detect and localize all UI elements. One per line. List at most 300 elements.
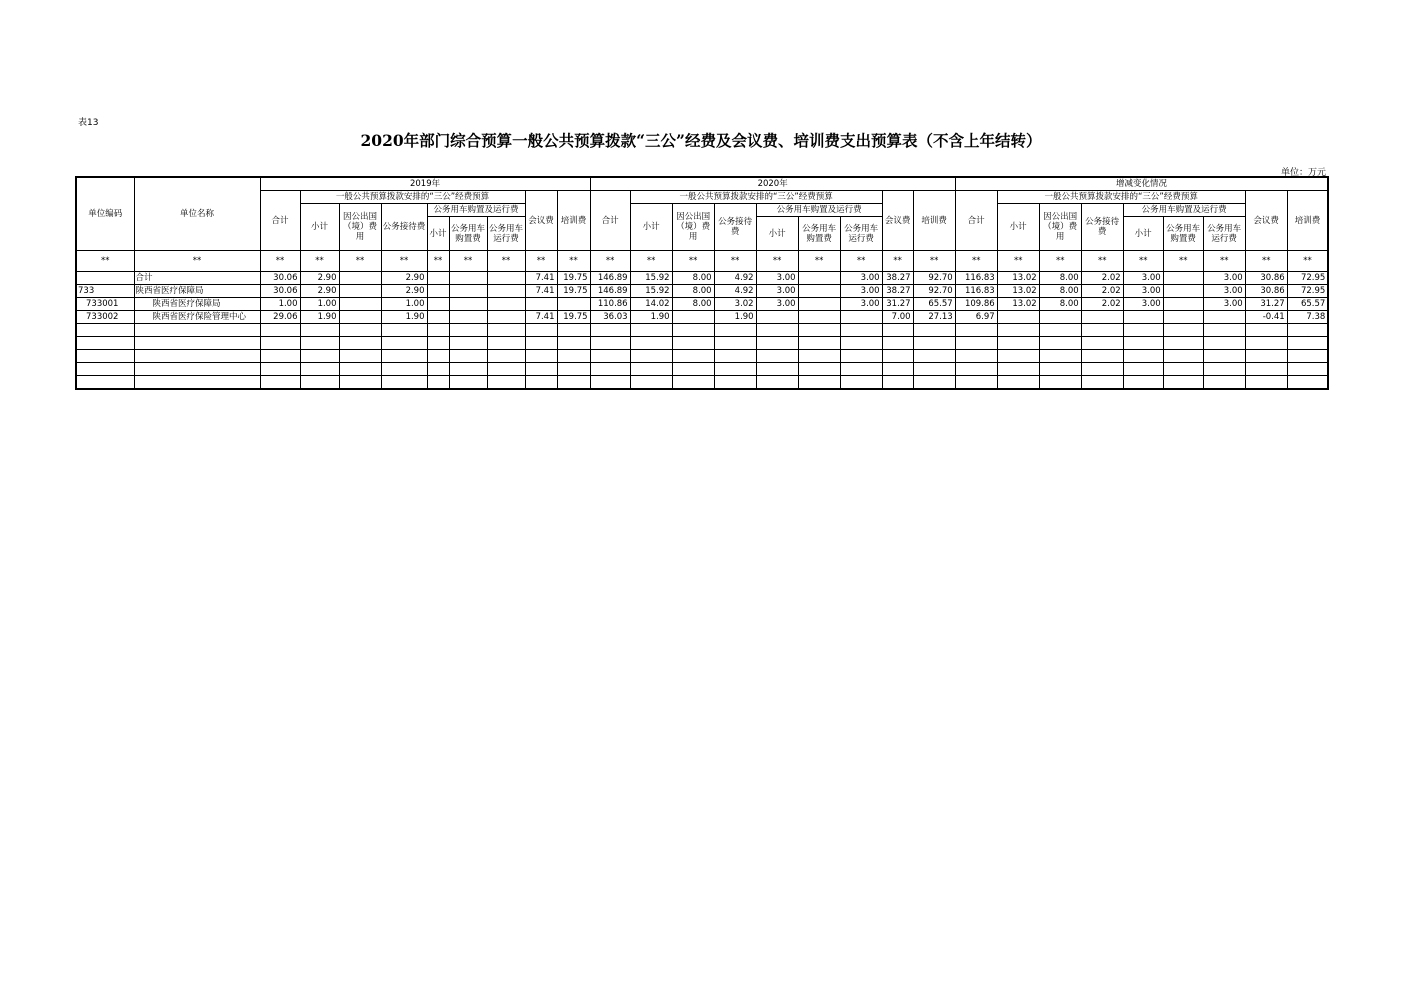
value-cell: 1.90 — [714, 311, 756, 324]
value-cell — [1163, 298, 1203, 311]
header-change: 增减变化情况 — [955, 177, 1328, 191]
empty-cell — [997, 363, 1039, 376]
empty-cell — [381, 337, 427, 350]
marker-cell: ** — [260, 251, 300, 272]
value-cell: 8.00 — [672, 272, 714, 285]
value-cell: 7.00 — [882, 311, 913, 324]
header-vehicle-subtotal: 小计 — [1123, 217, 1163, 251]
value-cell: 14.02 — [630, 298, 672, 311]
value-cell: 30.06 — [260, 285, 300, 298]
empty-cell — [427, 337, 449, 350]
header-unit-code: 单位编码 — [76, 177, 134, 251]
empty-cell — [630, 324, 672, 337]
empty-cell — [840, 324, 882, 337]
value-cell — [487, 272, 525, 285]
marker-cell: ** — [997, 251, 1039, 272]
empty-cell — [913, 376, 955, 390]
empty-cell — [1123, 350, 1163, 363]
value-cell: 27.13 — [913, 311, 955, 324]
marker-cell: ** — [590, 251, 630, 272]
empty-cell — [798, 350, 840, 363]
value-cell: 1.90 — [300, 311, 339, 324]
value-cell — [1163, 272, 1203, 285]
header-vehicle: 公务用车购置及运行费 — [1123, 204, 1245, 217]
empty-cell — [1245, 337, 1287, 350]
header-training: 培训费 — [1287, 191, 1328, 251]
value-cell — [1123, 311, 1163, 324]
value-cell: 110.86 — [590, 298, 630, 311]
empty-cell — [1245, 350, 1287, 363]
empty-cell — [557, 337, 590, 350]
value-cell: 7.38 — [1287, 311, 1328, 324]
empty-cell — [630, 376, 672, 390]
empty-cell — [630, 363, 672, 376]
table-row — [76, 285, 1328, 298]
value-cell: 109.86 — [955, 298, 997, 311]
header-abroad: 因公出国（境）费用 — [339, 204, 381, 251]
marker-cell: ** — [1245, 251, 1287, 272]
value-cell — [449, 272, 487, 285]
empty-cell — [997, 376, 1039, 390]
empty-cell — [134, 350, 260, 363]
empty-cell — [714, 337, 756, 350]
empty-cell — [1039, 350, 1081, 363]
empty-cell — [913, 350, 955, 363]
value-cell: 2.90 — [381, 272, 427, 285]
empty-cell — [525, 350, 557, 363]
empty-cell — [76, 337, 134, 350]
empty-cell — [756, 337, 798, 350]
header-subtotal: 小计 — [997, 204, 1039, 251]
empty-cell — [1287, 350, 1328, 363]
value-cell: 3.00 — [1203, 272, 1245, 285]
empty-cell — [913, 337, 955, 350]
value-cell: 65.57 — [1287, 298, 1328, 311]
unit-code-cell: 733002 — [76, 311, 134, 324]
empty-cell — [1081, 324, 1123, 337]
empty-cell — [798, 363, 840, 376]
empty-cell — [557, 350, 590, 363]
value-cell: 3.00 — [1123, 285, 1163, 298]
value-cell: 30.86 — [1245, 272, 1287, 285]
marker-cell: ** — [427, 251, 449, 272]
value-cell — [449, 285, 487, 298]
empty-cell — [300, 363, 339, 376]
unit-name-cell: 陕西省医疗保障局 — [134, 298, 260, 311]
marker-cell: ** — [134, 251, 260, 272]
empty-cell — [756, 324, 798, 337]
header-vehicle-purchase: 公务用车购置费 — [1163, 217, 1203, 251]
header-vehicle-run: 公务用车运行费 — [840, 217, 882, 251]
header-total: 合计 — [260, 191, 300, 251]
empty-cell — [882, 324, 913, 337]
marker-cell: ** — [1203, 251, 1245, 272]
header-vehicle-subtotal: 小计 — [427, 217, 449, 251]
value-cell: 72.95 — [1287, 285, 1328, 298]
empty-cell — [134, 363, 260, 376]
empty-cell — [882, 376, 913, 390]
empty-cell — [76, 324, 134, 337]
empty-cell — [449, 324, 487, 337]
value-cell: 38.27 — [882, 272, 913, 285]
empty-cell — [1039, 337, 1081, 350]
empty-cell — [427, 350, 449, 363]
value-cell — [840, 311, 882, 324]
value-cell: 3.00 — [1203, 285, 1245, 298]
empty-cell — [1163, 350, 1203, 363]
empty-cell — [1163, 337, 1203, 350]
header-2020: 2020年 — [590, 177, 955, 191]
value-cell: 13.02 — [997, 285, 1039, 298]
empty-cell — [672, 363, 714, 376]
empty-cell — [1081, 376, 1123, 390]
empty-row — [76, 350, 1328, 363]
header-unit-name: 单位名称 — [134, 177, 260, 251]
unit-code-cell — [76, 272, 134, 285]
empty-cell — [1287, 324, 1328, 337]
empty-cell — [798, 376, 840, 390]
value-cell — [487, 298, 525, 311]
empty-cell — [840, 363, 882, 376]
unit-note: 单位：万元 — [1280, 168, 1326, 178]
empty-row — [76, 363, 1328, 376]
empty-cell — [449, 363, 487, 376]
value-cell: 4.92 — [714, 272, 756, 285]
marker-cell: ** — [714, 251, 756, 272]
value-cell: 146.89 — [590, 272, 630, 285]
table-body — [76, 251, 1328, 390]
value-cell: 1.00 — [381, 298, 427, 311]
value-cell — [339, 311, 381, 324]
value-cell: 1.90 — [630, 311, 672, 324]
value-cell — [798, 298, 840, 311]
value-cell — [672, 311, 714, 324]
value-cell: 30.86 — [1245, 285, 1287, 298]
empty-cell — [756, 350, 798, 363]
empty-cell — [339, 350, 381, 363]
empty-cell — [300, 337, 339, 350]
empty-cell — [1287, 337, 1328, 350]
empty-cell — [525, 363, 557, 376]
empty-cell — [134, 376, 260, 390]
empty-cell — [487, 376, 525, 390]
empty-cell — [1287, 363, 1328, 376]
header-vehicle-run: 公务用车运行费 — [1203, 217, 1245, 251]
empty-cell — [487, 363, 525, 376]
empty-cell — [381, 363, 427, 376]
value-cell — [449, 298, 487, 311]
marker-cell: ** — [882, 251, 913, 272]
marker-cell: ** — [449, 251, 487, 272]
header-training: 培训费 — [913, 191, 955, 251]
marker-cell: ** — [955, 251, 997, 272]
value-cell — [798, 311, 840, 324]
empty-cell — [427, 324, 449, 337]
marker-cell: ** — [1123, 251, 1163, 272]
unit-code-cell: 733 — [76, 285, 134, 298]
value-cell: 2.90 — [300, 285, 339, 298]
empty-cell — [1163, 324, 1203, 337]
empty-cell — [525, 324, 557, 337]
empty-cell — [1203, 363, 1245, 376]
empty-cell — [339, 363, 381, 376]
value-cell: 1.00 — [300, 298, 339, 311]
value-cell — [487, 311, 525, 324]
header-training: 培训费 — [557, 191, 590, 251]
empty-cell — [714, 363, 756, 376]
value-cell: 116.83 — [955, 285, 997, 298]
marker-cell: ** — [672, 251, 714, 272]
value-cell: 3.02 — [714, 298, 756, 311]
empty-cell — [525, 376, 557, 390]
empty-row — [76, 337, 1328, 350]
empty-cell — [381, 376, 427, 390]
value-cell — [339, 272, 381, 285]
value-cell — [798, 272, 840, 285]
header-abroad: 因公出国（境）费用 — [672, 204, 714, 251]
empty-cell — [590, 324, 630, 337]
empty-cell — [339, 376, 381, 390]
value-cell: 1.00 — [260, 298, 300, 311]
value-cell: 8.00 — [672, 298, 714, 311]
value-cell: 1.90 — [381, 311, 427, 324]
value-cell: 13.02 — [997, 272, 1039, 285]
empty-cell — [590, 376, 630, 390]
value-cell: 19.75 — [557, 311, 590, 324]
value-cell: 30.06 — [260, 272, 300, 285]
empty-cell — [714, 350, 756, 363]
empty-cell — [1123, 363, 1163, 376]
empty-cell — [339, 324, 381, 337]
empty-cell — [798, 337, 840, 350]
header-meeting: 会议费 — [525, 191, 557, 251]
empty-cell — [882, 350, 913, 363]
empty-cell — [955, 337, 997, 350]
value-cell: 2.90 — [300, 272, 339, 285]
header-meeting: 会议费 — [882, 191, 913, 251]
marker-row — [76, 251, 1328, 272]
empty-cell — [672, 337, 714, 350]
value-cell — [1081, 311, 1123, 324]
empty-cell — [882, 363, 913, 376]
value-cell — [1039, 311, 1081, 324]
value-cell: 7.41 — [525, 285, 557, 298]
header-sangong-change: 一般公共预算拨款安排的“三公”经费预算 — [997, 191, 1245, 204]
value-cell: 3.00 — [1203, 298, 1245, 311]
header-vehicle: 公务用车购置及运行费 — [756, 204, 882, 217]
marker-cell: ** — [525, 251, 557, 272]
value-cell: 146.89 — [590, 285, 630, 298]
value-cell — [487, 285, 525, 298]
value-cell: 8.00 — [672, 285, 714, 298]
value-cell: 19.75 — [557, 285, 590, 298]
unit-name-cell: 陕西省医疗保障局 — [134, 285, 260, 298]
empty-cell — [1203, 337, 1245, 350]
value-cell: 2.90 — [381, 285, 427, 298]
empty-cell — [1039, 324, 1081, 337]
empty-cell — [260, 376, 300, 390]
empty-cell — [1163, 376, 1203, 390]
value-cell: 7.41 — [525, 311, 557, 324]
empty-cell — [300, 324, 339, 337]
empty-cell — [630, 350, 672, 363]
value-cell: 3.00 — [756, 285, 798, 298]
header-vehicle-purchase: 公务用车购置费 — [449, 217, 487, 251]
header-subtotal: 小计 — [300, 204, 339, 251]
value-cell: 92.70 — [913, 272, 955, 285]
value-cell: 36.03 — [590, 311, 630, 324]
marker-cell: ** — [1039, 251, 1081, 272]
header-abroad: 因公出国（境）费用 — [1039, 204, 1081, 251]
value-cell: 15.92 — [630, 285, 672, 298]
value-cell: 38.27 — [882, 285, 913, 298]
value-cell: 3.00 — [840, 298, 882, 311]
value-cell: 3.00 — [840, 285, 882, 298]
marker-cell: ** — [1163, 251, 1203, 272]
empty-cell — [840, 350, 882, 363]
value-cell: 13.02 — [997, 298, 1039, 311]
empty-row — [76, 376, 1328, 390]
value-cell — [798, 285, 840, 298]
budget-table — [75, 176, 1329, 390]
empty-cell — [840, 376, 882, 390]
empty-cell — [955, 324, 997, 337]
marker-cell: ** — [1287, 251, 1328, 272]
marker-cell: ** — [76, 251, 134, 272]
empty-cell — [427, 363, 449, 376]
value-cell: 3.00 — [1123, 272, 1163, 285]
value-cell — [756, 311, 798, 324]
header-reception: 公务接待费 — [1081, 204, 1123, 251]
empty-cell — [487, 350, 525, 363]
marker-cell: ** — [339, 251, 381, 272]
table-row — [76, 272, 1328, 285]
empty-cell — [672, 324, 714, 337]
value-cell: 4.92 — [714, 285, 756, 298]
page-title: 2020年部门综合预算一般公共预算拨款“三公”经费及会议费、培训费支出预算表（不含上年结转） — [360, 131, 1042, 150]
empty-cell — [1245, 376, 1287, 390]
empty-cell — [260, 337, 300, 350]
header-2019: 2019年 — [260, 177, 590, 191]
marker-cell: ** — [913, 251, 955, 272]
empty-cell — [1203, 350, 1245, 363]
value-cell — [427, 298, 449, 311]
value-cell: 6.97 — [955, 311, 997, 324]
empty-cell — [714, 376, 756, 390]
value-cell — [449, 311, 487, 324]
header-row-1 — [76, 177, 1328, 191]
marker-cell: ** — [840, 251, 882, 272]
empty-cell — [557, 363, 590, 376]
header-row-2 — [76, 191, 1328, 204]
empty-cell — [955, 363, 997, 376]
value-cell: 2.02 — [1081, 285, 1123, 298]
value-cell: 72.95 — [1287, 272, 1328, 285]
marker-cell: ** — [300, 251, 339, 272]
value-cell: 2.02 — [1081, 272, 1123, 285]
empty-cell — [590, 337, 630, 350]
empty-cell — [339, 337, 381, 350]
empty-cell — [840, 337, 882, 350]
value-cell: 7.41 — [525, 272, 557, 285]
empty-cell — [672, 350, 714, 363]
value-cell — [525, 298, 557, 311]
table-row — [76, 311, 1328, 324]
value-cell — [1163, 285, 1203, 298]
empty-cell — [449, 337, 487, 350]
value-cell: 3.00 — [756, 272, 798, 285]
empty-row — [76, 324, 1328, 337]
value-cell — [339, 285, 381, 298]
empty-cell — [1123, 337, 1163, 350]
empty-cell — [1163, 363, 1203, 376]
empty-cell — [590, 350, 630, 363]
value-cell: 92.70 — [913, 285, 955, 298]
empty-cell — [997, 337, 1039, 350]
value-cell — [339, 298, 381, 311]
empty-cell — [630, 337, 672, 350]
value-cell — [997, 311, 1039, 324]
value-cell — [427, 272, 449, 285]
unit-name-cell: 合计 — [134, 272, 260, 285]
empty-cell — [1039, 363, 1081, 376]
value-cell: 8.00 — [1039, 272, 1081, 285]
empty-cell — [1203, 376, 1245, 390]
header-vehicle-run: 公务用车运行费 — [487, 217, 525, 251]
marker-cell: ** — [487, 251, 525, 272]
marker-cell: ** — [630, 251, 672, 272]
value-cell: 65.57 — [913, 298, 955, 311]
value-cell: 116.83 — [955, 272, 997, 285]
unit-code-cell: 733001 — [76, 298, 134, 311]
empty-cell — [955, 376, 997, 390]
empty-cell — [756, 363, 798, 376]
value-cell: 19.75 — [557, 272, 590, 285]
header-vehicle-purchase: 公务用车购置费 — [798, 217, 840, 251]
value-cell: 31.27 — [1245, 298, 1287, 311]
marker-cell: ** — [381, 251, 427, 272]
header-meeting: 会议费 — [1245, 191, 1287, 251]
unit-name-cell: 陕西省医疗保险管理中心 — [134, 311, 260, 324]
empty-cell — [449, 350, 487, 363]
empty-cell — [1123, 324, 1163, 337]
value-cell: 3.00 — [756, 298, 798, 311]
header-reception: 公务接待费 — [714, 204, 756, 251]
empty-cell — [1081, 363, 1123, 376]
empty-cell — [997, 350, 1039, 363]
empty-cell — [134, 337, 260, 350]
empty-cell — [714, 324, 756, 337]
marker-cell: ** — [756, 251, 798, 272]
value-cell: 3.00 — [840, 272, 882, 285]
marker-cell: ** — [798, 251, 840, 272]
empty-cell — [1081, 337, 1123, 350]
empty-cell — [76, 363, 134, 376]
empty-cell — [487, 324, 525, 337]
empty-cell — [427, 376, 449, 390]
header-sangong-2019: 一般公共预算拨款安排的“三公”经费预算 — [300, 191, 525, 204]
empty-cell — [525, 337, 557, 350]
header-sangong-2020: 一般公共预算拨款安排的“三公”经费预算 — [630, 191, 882, 204]
empty-cell — [798, 324, 840, 337]
empty-cell — [1245, 324, 1287, 337]
empty-cell — [955, 350, 997, 363]
header-total: 合计 — [590, 191, 630, 251]
value-cell: 15.92 — [630, 272, 672, 285]
value-cell — [1163, 311, 1203, 324]
empty-cell — [1245, 363, 1287, 376]
value-cell: 31.27 — [882, 298, 913, 311]
